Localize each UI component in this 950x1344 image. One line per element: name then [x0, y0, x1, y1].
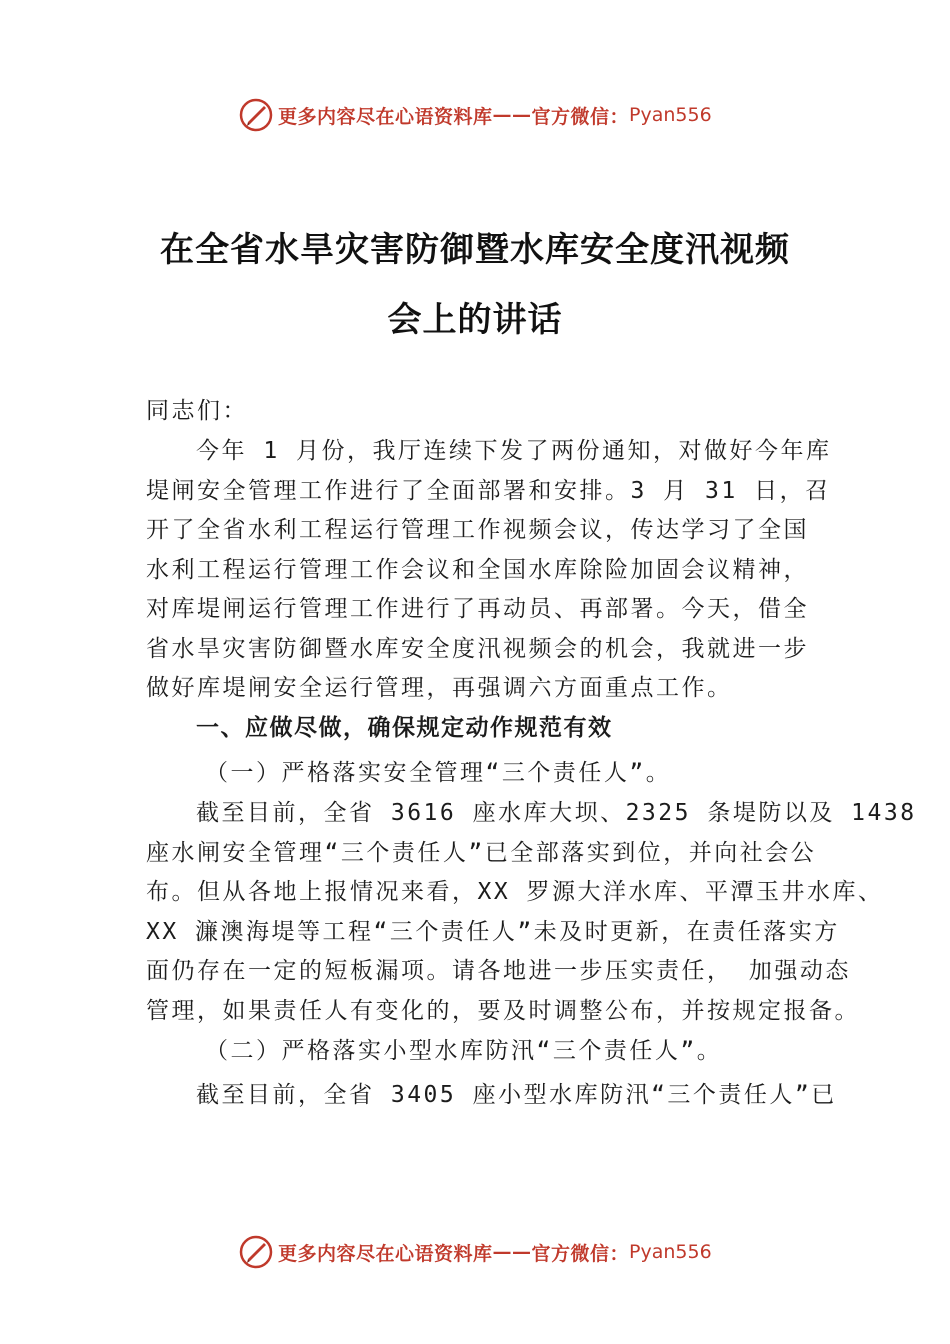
pen-seal-icon [238, 1234, 274, 1270]
paragraph-line: 堤闸安全管理工作进行了全面部署和安排。3 月 31 日，召 [146, 478, 831, 504]
paragraph-line: 截至目前，全省 3405 座小型水库防汛“三个责任人”已 [196, 1082, 837, 1108]
paragraph-line: 水利工程运行管理工作会议和全国水库除险加固会议精神， [146, 557, 809, 583]
watermark-dash: —— [492, 104, 532, 126]
document-title-line-2: 会上的讲话 [387, 300, 563, 340]
watermark-handle: Pyan556 [629, 104, 712, 126]
section-heading: 一、应做尽做，确保规定动作规范有效 [196, 715, 613, 741]
paragraph-line: 布。但从各地上报情况来看，XX 罗源大洋水库、平潭玉井水库、 [146, 879, 884, 905]
paragraph-line: 管理，如果责任人有变化的，要及时调整公布，并按规定报备。 [146, 998, 860, 1024]
paragraph-line: 对库堤闸运行管理工作进行了再动员、再部署。今天，借全 [146, 596, 809, 622]
paragraph-line: XX 濂澳海堤等工程“三个责任人”未及时更新，在责任落实方 [146, 919, 840, 945]
paragraph-line: 做好库堤闸安全运行管理，再强调六方面重点工作。 [146, 675, 733, 701]
document-title-line-1: 在全省水旱灾害防御暨水库安全度汛视频 [160, 230, 790, 270]
header-watermark [238, 95, 712, 135]
watermark-handle: Pyan556 [629, 1241, 712, 1263]
paragraph-line: 省水旱灾害防御暨水库安全度汛视频会的机会，我就进一步 [146, 636, 809, 662]
watermark-text: 更多内容尽在心语资料库 [278, 1242, 493, 1265]
subsection-heading: （一）严格落实安全管理“三个责任人”。 [205, 760, 672, 786]
paragraph-line: 今年 1 月份，我厅连续下发了两份通知，对做好今年库 [196, 438, 832, 464]
subsection-heading: （二）严格落实小型水库防汛“三个责任人”。 [205, 1038, 723, 1064]
paragraph-line: 截至目前，全省 3616 座水库大坝、2325 条堤防以及 1438 [196, 800, 917, 826]
salutation: 同志们： [146, 398, 248, 424]
paragraph-line: 座水闸安全管理“三个责任人”已全部落实到位，并向社会公 [146, 840, 817, 866]
pen-seal-icon [238, 97, 274, 133]
watermark-wechat-label: 官方微信： [531, 1242, 630, 1265]
paragraph-line: 面仍存在一定的短板漏项。请各地进一步压实责任， 加强动态 [146, 958, 851, 984]
watermark-text: 更多内容尽在心语资料库 [278, 105, 493, 128]
watermark-dash: —— [492, 1241, 532, 1263]
paragraph-line: 开了全省水利工程运行管理工作视频会议，传达学习了全国 [146, 517, 809, 543]
watermark-wechat-label: 官方微信： [531, 105, 630, 128]
footer-watermark [238, 1232, 712, 1272]
